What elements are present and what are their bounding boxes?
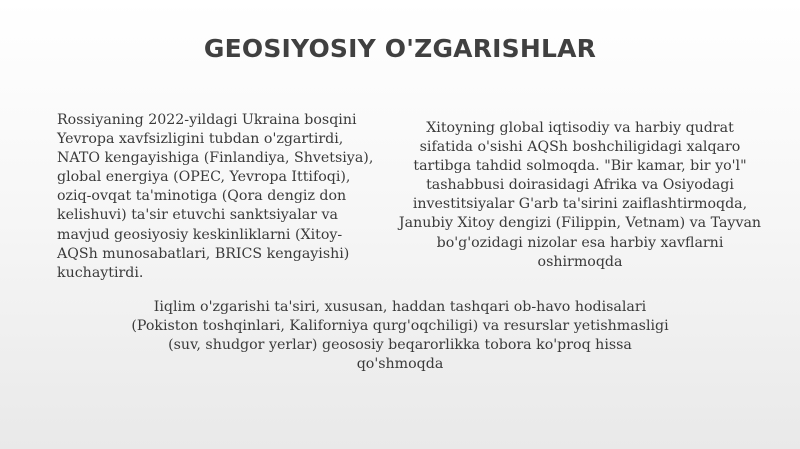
bottom-paragraph: Iiqlim o'zgarishi ta'siri, xususan, haddan tashqari ob-havo hodisalari (Pokiston toshqinlari, Kaliforniya qurg'oqchiligi) va resurslar yetishmasligi (suv, shudgor yerlar) geososiy beqarorlikka tobora ko'proq hissa qo'shmoqda [131, 299, 669, 373]
left-paragraph: Rossiyaning 2022-yildagi Ukraina bosqini Yevropa xavfsizligini tubdan o'zgartirdi, NATO kengayishiga (Finlandiya, Shvetsiya), global energiya (OPEC, Yevropa Ittifoqi), oziq-ovqat ta'minotiga (Qora dengiz don kelishuvi) ta'sir etuvchi sanktsiyalar va mavjud geosiyosiy keskinliklarni (Xitoy-AQSh munosabatlari, BRICS kengayishi) kuchaytirdi. [57, 112, 374, 281]
slide-title: GEOSIYOSIY O'ZGARISHLAR [203, 34, 597, 63]
right-paragraph: Xitoyning global iqtisodiy va harbiy qudrat sifatida o'sishi AQSh boshchiligidagi xalqaro tartibga tahdid solmoqda. "Bir kamar, bir yo'l" tashabbusi doirasidagi Afrika va Osiyodagi investitsiyalar G'arb ta'sirini zaiflashtirmoqda, Janubiy Xitoy dengizi (Filippin, Vetnam) va Tayvan bo'g'ozidagi nizolar esa harbiy xavflarni oshirmoqda [398, 120, 762, 270]
